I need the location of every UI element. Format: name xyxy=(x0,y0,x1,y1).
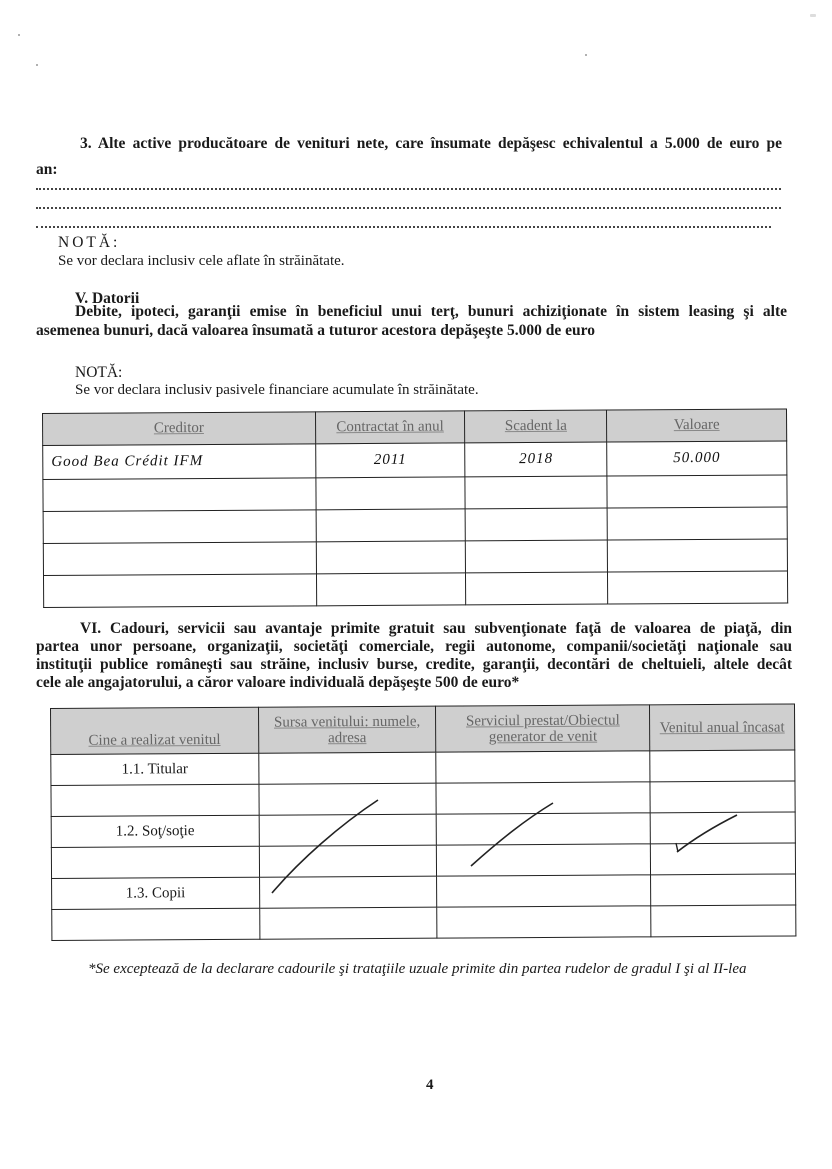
row-label: 1.3. Copii xyxy=(52,877,260,909)
row-label: 1.2. Soţ/soţie xyxy=(51,815,259,847)
col-value: Valoare xyxy=(607,409,787,442)
section5-desc-line2: asemenea bunuri, dacă valoarea însumată a tuturor acestora depăşeşte 5.000 de euro xyxy=(36,322,595,339)
contracted-cell: 2011 xyxy=(315,443,465,478)
col-creditor: Creditor xyxy=(43,412,316,446)
strike-tick xyxy=(676,843,678,852)
strike-line-service xyxy=(471,803,553,866)
col-source: Sursa venitului: numele, adresa xyxy=(258,706,436,753)
section6-line2: partea unor persoane, organizaţii, societăţi comerciale, regii autonome, companii/societăţi naţionale sau xyxy=(36,638,792,655)
col-who: Cine a realizat venitul xyxy=(51,707,259,754)
section5-title: V. Datorii xyxy=(75,290,140,307)
page-number: 4 xyxy=(426,1077,434,1093)
section6-line4: cele ale angajatorului, a căror valoare individuală depăşeşte 500 de euro* xyxy=(36,674,520,691)
section5-desc-line1: Debite, ipoteci, garanţii emise în beneficiul unui terţ, bunuri achiziţionate în sistem leasing şi alte xyxy=(75,303,787,320)
strike-line-income xyxy=(677,815,737,852)
strike-line-source xyxy=(272,800,378,893)
due-cell: 2018 xyxy=(465,442,607,477)
creditor-cell: Good Bea Crédit IFM xyxy=(43,444,316,480)
section5-note-label: NOTĂ: xyxy=(75,364,123,381)
col-contracted-year: Contractat în anul xyxy=(315,411,465,444)
value-cell: 50.000 xyxy=(607,441,787,476)
row-label: 1.1. Titular xyxy=(51,753,259,785)
section3-heading: 3. Alte active producătoare de venituri nete, care însumate depăşesc echivalentul a 5.000 de euro pe xyxy=(80,135,782,152)
col-annual-income: Venitul anual încasat xyxy=(650,704,795,751)
section6-line3: instituţii publice româneşti sau străine, inclusiv burse, credite, garanţii, decontări de cheltuieli, altele decât xyxy=(36,656,792,673)
section3-note-label: NOTĂ: xyxy=(58,234,121,251)
col-due-date: Scadent la xyxy=(465,410,607,443)
section3-heading-cont: an: xyxy=(36,161,58,178)
section3-note-text: Se vor declara inclusiv cele aflate în străinătate. xyxy=(58,253,345,269)
footnote: *Se exceptează de la declarare cadourile şi trataţiile uzuale primite din partea rudelor de gradul I şi al II-lea xyxy=(88,961,747,977)
section6-line1: VI. Cadouri, servicii sau avantaje primite gratuit sau subvenţionate faţă de valoarea de piaţă, din xyxy=(80,620,792,637)
section5-note-text: Se vor declara inclusiv pasivele financiare acumulate în străinătate. xyxy=(75,382,479,398)
col-service: Serviciul prestat/Obiectul generator de venit xyxy=(436,705,650,752)
